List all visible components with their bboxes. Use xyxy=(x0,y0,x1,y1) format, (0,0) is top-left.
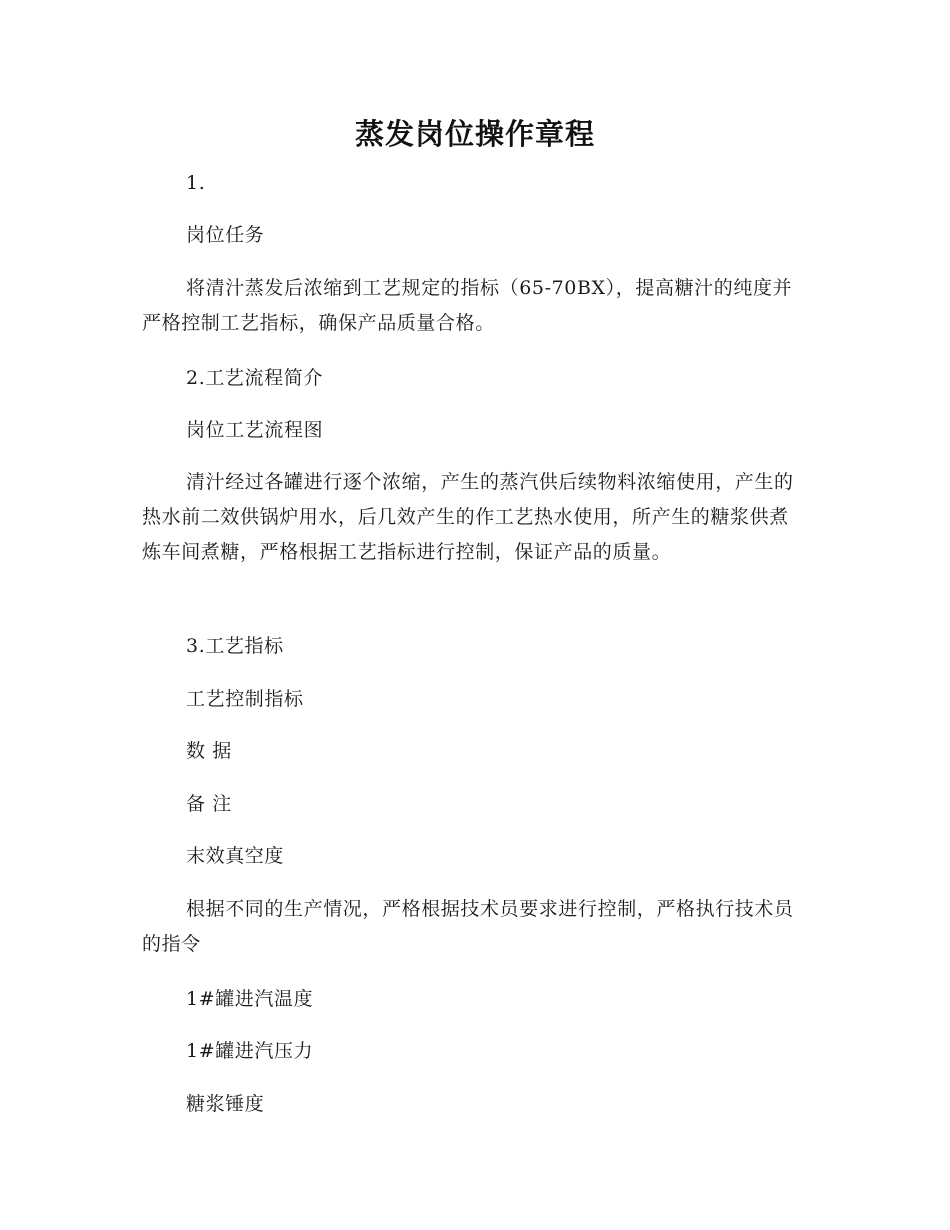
label-data: 数 据 xyxy=(186,740,232,762)
label-tank1-steam-temperature: 1#罐进汽温度 xyxy=(186,988,314,1010)
heading-job-task: 岗位任务 xyxy=(186,224,265,246)
section-number-1: 1. xyxy=(186,172,206,194)
paragraph-job-task: 将清汁蒸发后浓缩到工艺规定的指标（65-70BX），提高糖汁的纯度并严格控制工艺指标，确保产品质量合格。 xyxy=(142,277,793,334)
label-tank1-steam-pressure: 1#罐进汽压力 xyxy=(186,1040,314,1062)
paragraph-process-description: 清汁经过各罐进行逐个浓缩，产生的蒸汽供后续物料浓缩使用，产生的热水前二效供锅炉用水，后几效产生的作工艺热水使用，所产生的糖浆供煮炼车间煮糖，严格根据工艺指标进行控制，保证产品的质量。 xyxy=(142,471,794,563)
document-title: 蒸发岗位操作章程 xyxy=(354,117,595,151)
heading-process-intro: 2.工艺流程简介 xyxy=(186,367,323,389)
label-syrup-brix: 糖浆锤度 xyxy=(186,1093,265,1115)
label-control-indicators: 工艺控制指标 xyxy=(186,688,304,710)
heading-process-indicators: 3.工艺指标 xyxy=(186,635,284,657)
paragraph-vacuum-control: 根据不同的生产情况，严格根据技术员要求进行控制，严格执行技术员的指令 xyxy=(142,898,794,955)
label-remarks: 备 注 xyxy=(186,793,232,815)
label-final-effect-vacuum: 末效真空度 xyxy=(186,845,285,867)
heading-process-flowchart: 岗位工艺流程图 xyxy=(186,419,324,441)
